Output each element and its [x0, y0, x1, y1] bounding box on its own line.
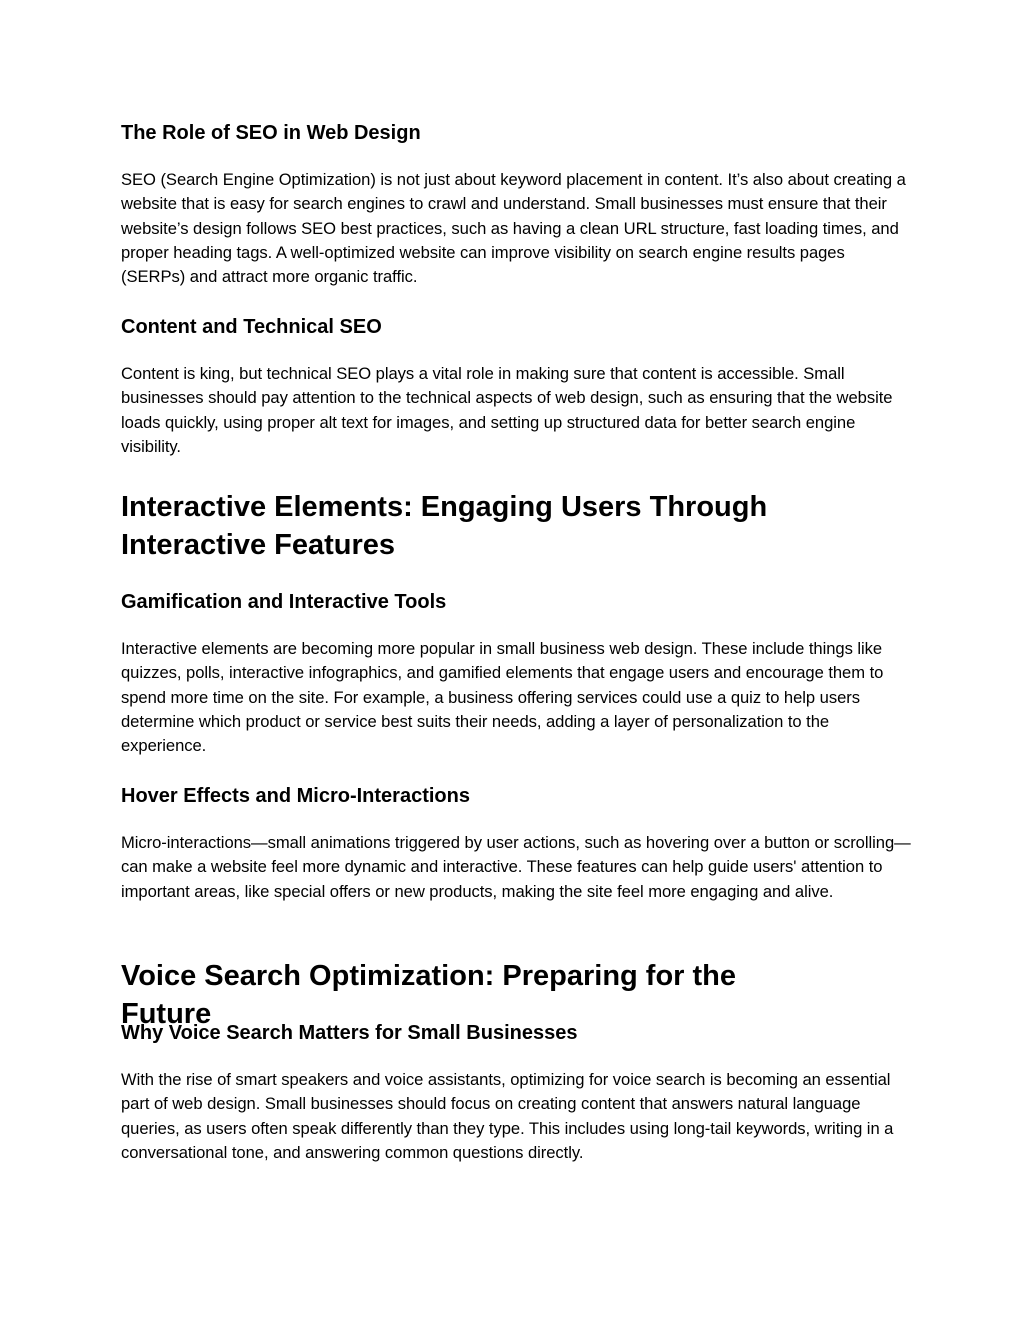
paragraph-seo-role: SEO (Search Engine Optimization) is not just about keyword placement in content. It’s also about creating a website that is easy for search engines to crawl and understand. Small businesses must ensure that their website’s design follows SEO best practices, such as having a clean URL structure, fast loading times, and proper heading tags. A well-optimized website can improve visibility on search engine results pages (SERPs) and attract more organic traffic.: [121, 170, 906, 287]
paragraph-technical-seo: Content is king, but technical SEO plays a vital role in making sure that content is accessible. Small businesses should pay attention to the technical aspects of web design, such as ensuring that the website loads quickly, using proper alt text for images, and setting up structured data for better search engine visibility.: [121, 364, 893, 456]
paragraph-gamification: Interactive elements are becoming more popular in small business web design. These include things like quizzes, polls, interactive infographics, and gamified elements that engage users and encourage them to spend more time on the site. For example, a business offering services could use a quiz to help users determine which product or service best suits their needs, adding a layer of personalization to the experience.: [121, 639, 884, 756]
heading-seo-role: The Role of SEO in Web Design: [121, 122, 421, 144]
heading-interactive-elements: Interactive Elements: Engaging Users Through Interactive Features: [121, 491, 768, 561]
heading-hover-effects: Hover Effects and Micro-Interactions: [121, 785, 470, 807]
heading-technical-seo: Content and Technical SEO: [121, 316, 382, 338]
heading-gamification: Gamification and Interactive Tools: [121, 591, 447, 613]
paragraph-voice-matters: With the rise of smart speakers and voice assistants, optimizing for voice search is becoming an essential part of web design. Small businesses should focus on creating content that answers natural language queries, as users often speak differently than they type. This includes using long-tail keywords, writing in a conversational tone, and answering common questions directly.: [121, 1070, 894, 1162]
heading-voice-matters: Why Voice Search Matters for Small Businesses: [121, 1022, 578, 1044]
heading-voice-search: Voice Search Optimization: Preparing for the Future: [121, 960, 737, 1030]
paragraph-hover-effects: Micro-interactions—small animations triggered by user actions, such as hovering over a button or scrolling—can make a website feel more dynamic and interactive. These features can help guide users' attention to important areas, like special offers or new products, making the site feel more engaging and alive.: [121, 833, 911, 901]
